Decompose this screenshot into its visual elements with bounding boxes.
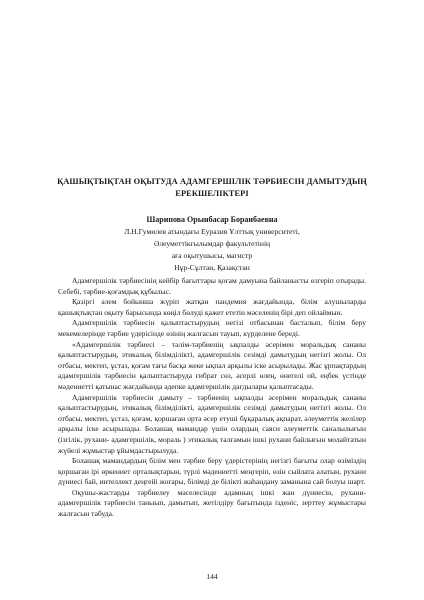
- title-line-2: ЕРЕКШЕЛІКТЕРІ: [175, 189, 249, 198]
- title-line-1: ҚАШЫҚТЫҚТАН ОҚЫТУДА АДАМГЕРШІЛІК ТӘРБИЕСІН ДАМЫТУДЫҢ: [57, 177, 367, 186]
- article-title: [40, 176, 384, 200]
- author-name: Шарипова Орынбасар Бораибаевна: [146, 215, 278, 224]
- author-city: Нұр-Сұлтан, Қазақстан: [174, 263, 250, 272]
- article-body: [58, 276, 366, 520]
- paragraph: Адамгершілік тәрбиесін дамыту – тәрбиенің ықпалды әсерімен моральдық сананы қалыптастырудың, этикалық білімділікті, адамгершілік сезімді дамытудың негізгі жолы. Ол отбасы, мектеп, ұстаз, қоғам, қоршаған орта әсер етуші бұқаралық ақпарат, әлеуметтік желілер арқылы іске асырылады. Болашақ мамандар үшін олардың саяси әлеуметтік саналылығын (ізгілік, рухани- адамгершілік, мораль ) этикалық талғамын ішкі рухани байлығын молайтатын жүйелі жұмыстар ұйымдастырылуда.: [58, 392, 366, 455]
- paragraph: Қазіргі әлем бойынша жүріп жатқан пандемия жағдайында, білім алушыларды қашықтықтан оқыту барысында көңіл бөлуді қажет ететін мәселенің бірі деп ойлаймын.: [58, 297, 366, 317]
- author-position: аға оқытушысы, магистр: [171, 251, 253, 260]
- paragraph: Болашақ мамандардың білім мен тәрбие беру үдерістерінің негізгі бағыты олар өзіміздің қоршаған ірі өркениет орталықтарын, түрлі мәдениетті меңгеріп, өзін сыйлата алатын, рухани дүниесі бай, интеллект деңгейі жоғары, білімді де білікті жаһандану заманына сай болуы шарт.: [58, 456, 366, 487]
- paragraph: Адамгершілік тәрбиесінің кейбір бағыттары қоғам дамуына байланысты өзгеріп отырады. Себебі, тәрбие-қоғамдық құбылыс.: [58, 276, 366, 296]
- page-number: 144: [206, 572, 218, 581]
- author-affiliation-2: Әлеуметтікғылымдар факультетінің: [153, 239, 271, 248]
- author-block: [40, 214, 384, 274]
- author-affiliation-1: Л.Н.Гумилев атындағы Еуразия Ұлттық университеті,: [124, 227, 300, 236]
- paragraph: Адамгершілік тәрбиесін қалыптастырудың негізі отбасынан басталып, білім беру мекемелерінде тәрбие үдерісінде өзінің жалғасын тауып, күрделене береді.: [58, 318, 366, 338]
- paragraph: «Адамгершілік тәрбиесі – тәлім-тәрбиенің ықпалды әсерімен моральдық сананы қалыптастырудың, этикалық білімділікті, адамгершілік сезімді дамытудың негізгі жолы. Ол отбасы, мектеп, ұстаз, қоғам тағы басқа жеке ықпал арқылы іске асырылады. Жас ұрпақтардың адамгершілік тәрбиесін қалыптастыруда ғибрат сөз, әсерлі өлең, өнегелі ой, еңбек үстінде мәдениетті қатынас жағдайында әдепке адамгершілік дағдылары қалыптасады.: [58, 339, 366, 391]
- paragraph: Оқушы-жастарды тәрбиелеу мәселесінде адамның ішкі жан дүниесін, рухани-адамгершілік тәрбиесін таныып, дамытып, жетілдіру бағытында ізденіс, зерттеу жұмыстары жалғасын табуда.: [58, 487, 366, 519]
